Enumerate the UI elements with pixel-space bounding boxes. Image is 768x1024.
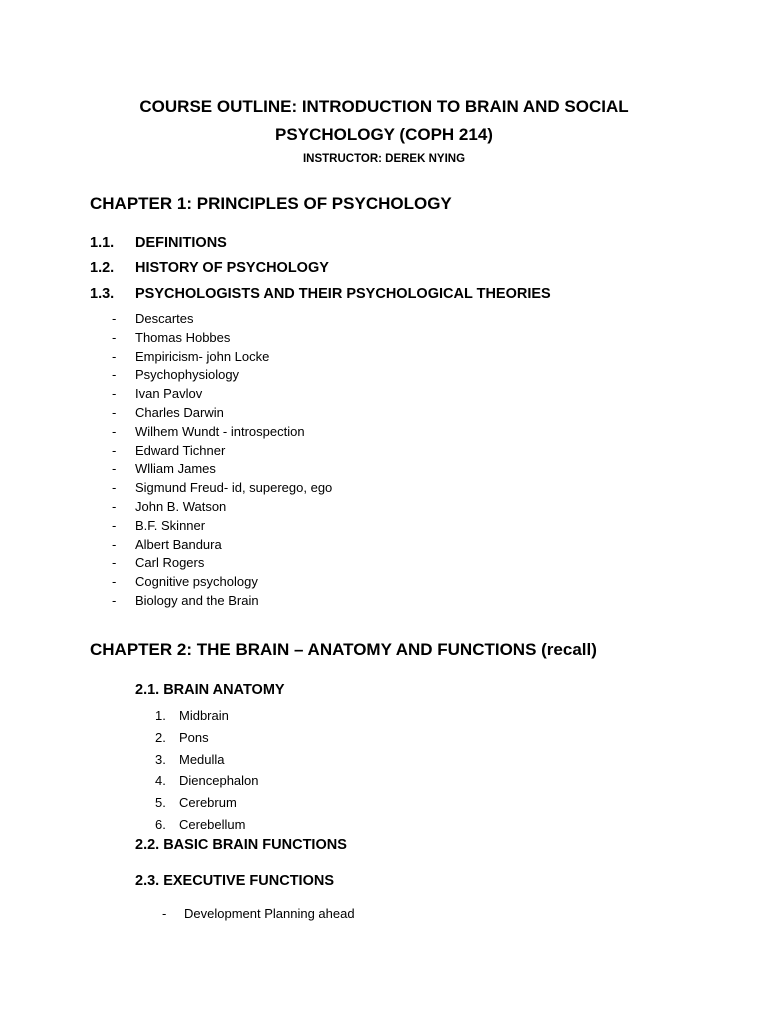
list-item [112,517,332,536]
list-item [155,792,259,814]
section-label: DEFINITIONS [135,235,227,251]
section-number: 1.3. [90,286,115,302]
chapter-2-heading: CHAPTER 2: THE BRAIN – ANATOMY AND FUNCTIONS (recall) [90,640,597,659]
list-item [112,385,332,404]
list-item [155,770,259,792]
list-item-text: Cognitive psychology [135,574,258,590]
list-item [112,554,332,573]
bullet-marker: - [112,555,117,571]
bullet-marker: - [112,348,117,364]
chapter-1-heading: CHAPTER 1: PRINCIPLES OF PSYCHOLOGY [90,194,452,213]
bullet-marker: - [112,423,117,439]
section-label: PSYCHOLOGISTS AND THEIR PSYCHOLOGICAL THEORIES [135,286,551,302]
subsection-2-1: 2.1. BRAIN ANATOMY [135,682,285,698]
list-item [112,366,332,385]
list-item-text: Diencephalon [179,773,259,789]
bullet-marker: - [112,517,117,533]
list-item [112,329,332,348]
section-number: 1.1. [90,235,115,251]
document-title-line-1: COURSE OUTLINE: INTRODUCTION TO BRAIN AND SOCIAL [139,97,629,116]
list-item-text: Carl Rogers [135,555,205,571]
list-item [155,727,259,749]
list-item [112,498,332,517]
list-item-text: John B. Watson [135,498,227,514]
list-item-text: Cerebellum [179,816,246,832]
list-item-text: Ivan Pavlov [135,386,203,402]
bullet-marker: - [112,442,117,458]
list-item [112,310,332,329]
list-item-text: Biology and the Brain [135,592,259,608]
list-item-text: Descartes [135,311,194,326]
list-item [155,814,259,836]
document-title-line-2: PSYCHOLOGY (COPH 214) [275,125,493,144]
list-item [112,460,332,479]
bullet-marker: - [162,906,167,921]
bullet-marker: - [112,461,117,477]
bullet-marker: - [112,386,117,402]
list-item [162,905,355,923]
list-item-text: Development Planning ahead [184,906,355,921]
list-item [112,423,332,442]
list-item [112,536,332,555]
list-item-text: Charles Darwin [135,404,224,420]
list-item [112,404,332,423]
list-number: 2. [155,729,166,745]
list-item-text: Midbrain [179,708,229,723]
list-item-text: Albert Bandura [135,536,222,552]
list-number: 3. [155,751,166,767]
list-number: 4. [155,773,166,789]
bullet-marker: - [112,329,117,345]
list-item-text: Wilhem Wundt - introspection [135,423,305,439]
list-number: 6. [155,816,166,832]
list-item [155,705,259,727]
list-item-text: Thomas Hobbes [135,329,231,345]
executive-functions-list [162,905,355,923]
bullet-marker: - [112,404,117,420]
bullet-marker: - [112,311,117,326]
list-item [155,749,259,771]
subsection-2-3: 2.3. EXECUTIVE FUNCTIONS [135,873,335,889]
list-item [112,348,332,367]
list-item [112,442,332,461]
bullet-marker: - [112,480,117,496]
section-1-1 [90,235,227,251]
list-item-text: Wlliam James [135,461,216,477]
list-number: 1. [155,708,166,723]
brain-anatomy-list [155,705,259,836]
list-item [112,573,332,592]
bullet-marker: - [112,367,117,383]
section-number: 1.2. [90,260,115,276]
list-item-text: Psychophysiology [135,367,240,383]
instructor-line: INSTRUCTOR: DEREK NYING [302,153,466,165]
section-label: HISTORY OF PSYCHOLOGY [135,260,329,276]
list-item-text: Cerebrum [179,795,237,811]
list-number: 5. [155,795,166,811]
list-item-text: Edward Tichner [135,442,226,458]
list-item-text: Sigmund Freud- id, superego, ego [135,480,333,496]
bullet-marker: - [112,536,117,552]
list-item-text: Empiricism- john Locke [135,348,270,364]
list-item-text: Medulla [179,751,225,767]
list-item-text: Pons [179,729,209,745]
list-item-text: B.F. Skinner [135,517,206,533]
section-1-2 [90,260,329,276]
bullet-marker: - [112,592,117,608]
bullet-marker: - [112,574,117,590]
psychologists-list [112,310,332,611]
section-1-3 [90,286,551,302]
list-item [112,592,332,611]
subsection-2-2: 2.2. BASIC BRAIN FUNCTIONS [135,837,347,853]
bullet-marker: - [112,498,117,514]
list-item [112,479,332,498]
